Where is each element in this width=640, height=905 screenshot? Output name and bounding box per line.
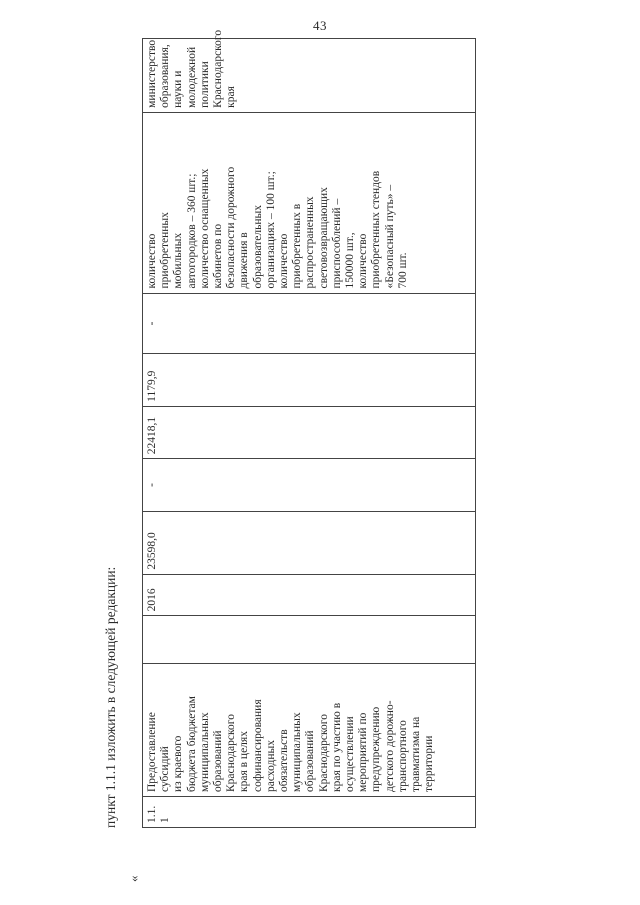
executor-line: Краснодарского — [212, 29, 225, 108]
item-name-line: образований — [304, 730, 317, 792]
item-name-line: травматизма на — [410, 716, 423, 792]
item-name-line: предупреждению — [370, 706, 383, 792]
result-line: кабинетов по — [212, 223, 225, 289]
result-line: 150000 шт., — [344, 232, 357, 289]
executor-line: министерство — [146, 39, 158, 108]
municipal-budget-cell: 1179,9 — [143, 354, 476, 406]
expected-result-cell — [143, 112, 476, 293]
item-name-line: расходных — [264, 739, 277, 792]
result-line: организациях – 100 шт.; — [264, 171, 277, 289]
executor-line: политики — [198, 61, 211, 108]
item-name-cell — [143, 664, 476, 797]
executor-line: молодежной — [185, 46, 198, 108]
result-line: 700 шт. — [396, 252, 409, 289]
item-name-line: края по участию в — [330, 702, 343, 792]
item-name-line: мероприятий по — [357, 712, 370, 792]
amendment-heading: пункт 1.1.1 изложить в следующей редакции: — [103, 566, 118, 828]
item-name-line: муниципальных — [198, 712, 211, 792]
federal-budget-cell: - — [143, 459, 476, 511]
opening-quote: « — [126, 875, 141, 882]
other-sources-cell: - — [143, 293, 476, 354]
result-line: количество — [146, 233, 158, 289]
result-line: безопасности дорожного — [225, 166, 238, 289]
result-line: приспособлений – — [330, 198, 343, 289]
year-cell: 2016 — [143, 574, 476, 616]
result-line: количество — [357, 233, 370, 289]
item-name-line: субсидий — [159, 746, 172, 792]
item-name-line: бюджета бюджетам — [185, 696, 198, 792]
item-name-line: детского дорожно- — [383, 700, 396, 792]
item-name-line: Краснодарского — [225, 714, 238, 792]
item-name-line: из краевого — [172, 735, 185, 792]
executor-cell — [143, 29, 476, 113]
result-line: образовательных — [251, 205, 264, 289]
result-line: количество — [278, 233, 291, 289]
empty-cell — [143, 616, 476, 664]
item-name-line: образований — [212, 730, 225, 792]
item-name-line: Предоставление — [146, 712, 158, 792]
item-name-line: осуществлении — [344, 716, 357, 792]
result-line: движения в — [238, 232, 251, 289]
result-line: приобретенных — [159, 212, 172, 289]
item-name-line: транспортного — [396, 720, 409, 792]
item-name-line: обязательств — [278, 729, 291, 792]
result-line: автогородков – 360 шт.; — [185, 173, 198, 289]
result-line: световозвращающих — [317, 187, 330, 289]
item-name-line: софинансирования — [251, 699, 264, 792]
result-line: «Безопасный путь» – — [383, 184, 396, 289]
executor-line: науки и — [172, 70, 185, 108]
item-number-cell: 1.1.1 — [143, 797, 476, 828]
rotated-page-content — [102, 29, 482, 882]
item-name-line: муниципальных — [291, 712, 304, 792]
result-line: приобретенных в — [291, 203, 304, 289]
regional-budget-cell: 22418,1 — [143, 406, 476, 458]
result-line: распространенных — [304, 196, 317, 289]
executor-line: образования, — [159, 44, 172, 108]
item-name-line: Краснодарского — [317, 714, 330, 792]
total-amount-cell: 23598,0 — [143, 511, 476, 574]
item-name-line: территории — [423, 735, 436, 792]
executor-line: края — [225, 86, 238, 108]
page-number: 43 — [313, 18, 327, 33]
result-line: мобильных — [172, 232, 185, 289]
program-table — [142, 29, 476, 828]
table-row — [143, 39, 476, 828]
result-line: количество оснащенных — [198, 168, 211, 289]
result-line: приобретенных стендов — [370, 170, 383, 289]
item-name-line: края в целях — [238, 731, 251, 792]
